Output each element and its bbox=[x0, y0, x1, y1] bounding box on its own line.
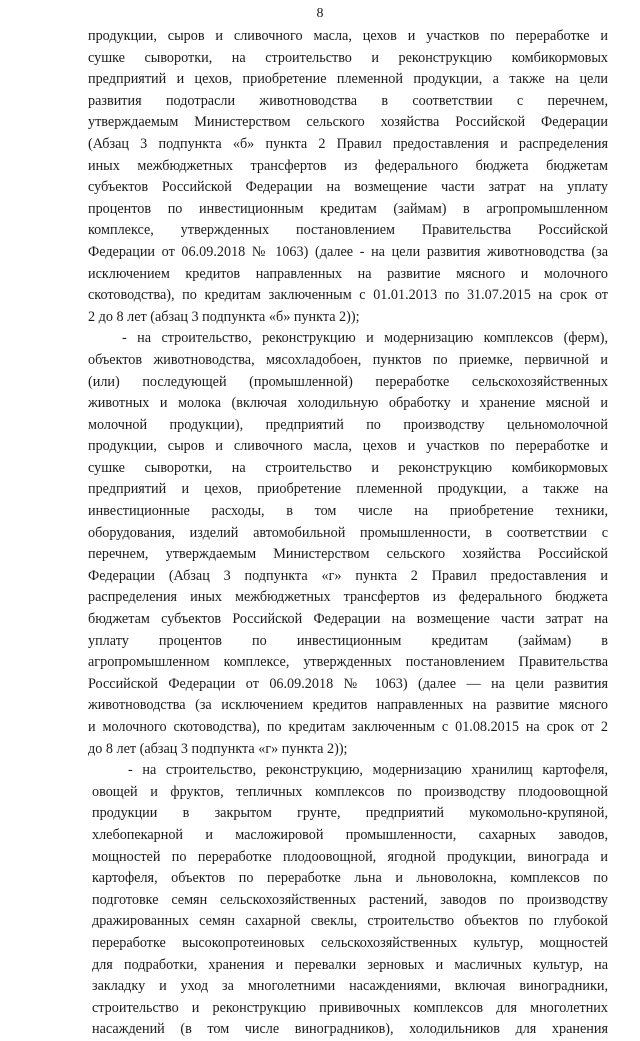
text-line: переработке высокопротеиновых сельскохозяйственных культур, мощностей bbox=[92, 934, 608, 951]
text-line: животноводства (за исключением кредитов направленных на развитие мясного bbox=[88, 697, 608, 714]
text-line: подготовке семян сельскохозяйственных растений, заводов по производству bbox=[92, 891, 608, 908]
text-line: и молочного скотоводства), по кредитам заключенным с 01.08.2015 на срок от 2 bbox=[88, 719, 608, 735]
text-line: комплексе, утвержденных постановлением Правительства Российской bbox=[88, 222, 608, 239]
text-line: (или) последующей (промышленной) переработке сельскохозяйственных bbox=[88, 373, 608, 390]
text-line: до 8 лет (абзац 3 подпункта «г» пункта 2)); bbox=[88, 740, 348, 757]
text-line: распределения иных межбюджетных трансфертов из федерального бюджета bbox=[88, 589, 608, 606]
text-line: перечнем, утверждаемым Министерством сельского хозяйства Российской bbox=[88, 546, 608, 563]
text-line: скотоводства), по кредитам заключенным с 01.01.2013 по 31.07.2015 на срок от bbox=[88, 287, 608, 304]
text-line: продукции, сыров и сливочного масла, цехов и участков по переработке и bbox=[88, 438, 608, 455]
text-line: Российской Федерации от 06.09.2018 № 1063) (далее — на цели развития bbox=[88, 675, 608, 692]
text-line: предприятий и цехов, приобретение племенной продукции, а также на цели bbox=[88, 71, 608, 88]
text-line: сушке сыворотки, на строительство и реконструкцию комбикормовых bbox=[88, 459, 608, 476]
text-line: развития подотрасли животноводства в соответствии с перечнем, bbox=[88, 92, 608, 109]
text-line: животных и молока (включая холодильную обработку и хранение мясной и bbox=[88, 395, 608, 412]
text-line: утверждаемым Министерством сельского хозяйства Российской Федерации bbox=[88, 114, 608, 131]
text-line: бюджетам субъектов Российской Федерации на возмещение части затрат на bbox=[88, 611, 608, 628]
body-text bbox=[88, 26, 608, 1041]
text-line: Федерации (Абзац 3 подпункта «г» пункта 2 Правил предоставления и bbox=[88, 567, 608, 584]
text-line: предприятий и цехов, приобретение племенной продукции, а также на bbox=[88, 481, 608, 498]
text-line: субъектов Российской Федерации на возмещение части затрат на уплату bbox=[88, 179, 608, 196]
text-line: иных межбюджетных трансфертов из федерального бюджета бюджетам bbox=[88, 157, 608, 174]
text-line: (Абзац 3 подпункта «б» пункта 2 Правил предоставления и распределения bbox=[88, 135, 608, 152]
text-line: для подработки, хранения и перевалки зерновых и масличных культур, на bbox=[92, 956, 608, 973]
text-line: овощей и фруктов, тепличных комплексов по производству плодоовощной bbox=[92, 783, 608, 800]
text-line: строительство и реконструкцию прививочных комплексов для многолетних bbox=[92, 999, 608, 1016]
text-line: продукции, сыров и сливочного масла, цехов и участков по переработке и bbox=[88, 28, 608, 44]
text-line: продукции в закрытом грунте, предприятий мукомольно-крупяной, bbox=[92, 805, 608, 822]
text-line: закладку и уход за многолетними насаждениями, включая виноградники, bbox=[92, 978, 608, 995]
text-line: картофеля, объектов по переработке льна и льноволокна, комплексов по bbox=[92, 870, 608, 887]
text-line: - на строительство, реконструкцию и модернизацию комплексов (ферм), bbox=[122, 330, 608, 347]
text-line: уплату процентов по инвестиционным кредитам (займам) в bbox=[88, 632, 608, 649]
text-line: - на строительство, реконструкцию, модернизацию хранилищ картофеля, bbox=[128, 762, 608, 779]
text-line: 2 до 8 лет (абзац 3 подпункта «б» пункта 2)); bbox=[88, 308, 360, 325]
text-line: процентов по инвестиционным кредитам (займам) в агропромышленном bbox=[88, 200, 608, 217]
text-line: молочной продукции), предприятий по производству цельномолочной bbox=[88, 416, 608, 433]
page-number: 8 bbox=[316, 6, 324, 21]
text-line: оборудования, изделий автомобильной промышленности, в соответствии с bbox=[88, 524, 608, 541]
text-line: сушке сыворотки, на строительство и реконструкцию комбикормовых bbox=[88, 49, 608, 66]
text-line: объектов животноводства, мясохладобоен, пунктов по приемке, первичной и bbox=[88, 351, 608, 368]
text-line: инвестиционные расходы, в том числе на приобретение техники, bbox=[88, 503, 608, 520]
text-line: хлебопекарной и масложировой промышленности, сахарных заводов, bbox=[92, 826, 608, 843]
text-line: мощностей по переработке плодоовощной, ягодной продукции, винограда и bbox=[92, 848, 608, 865]
text-line: исключением кредитов направленных на развитие мясного и молочного bbox=[88, 265, 608, 282]
text-line: Федерации от 06.09.2018 № 1063) (далее - на цели развития животноводства (за bbox=[88, 243, 608, 260]
text-line: дражированных семян сахарной свеклы, строительство объектов по глубокой bbox=[92, 913, 608, 930]
text-line: насаждений (в том числе виноградников), холодильников для хранения bbox=[92, 1021, 608, 1038]
text-line: агропромышленном комплексе, утвержденных постановлением Правительства bbox=[88, 654, 608, 671]
